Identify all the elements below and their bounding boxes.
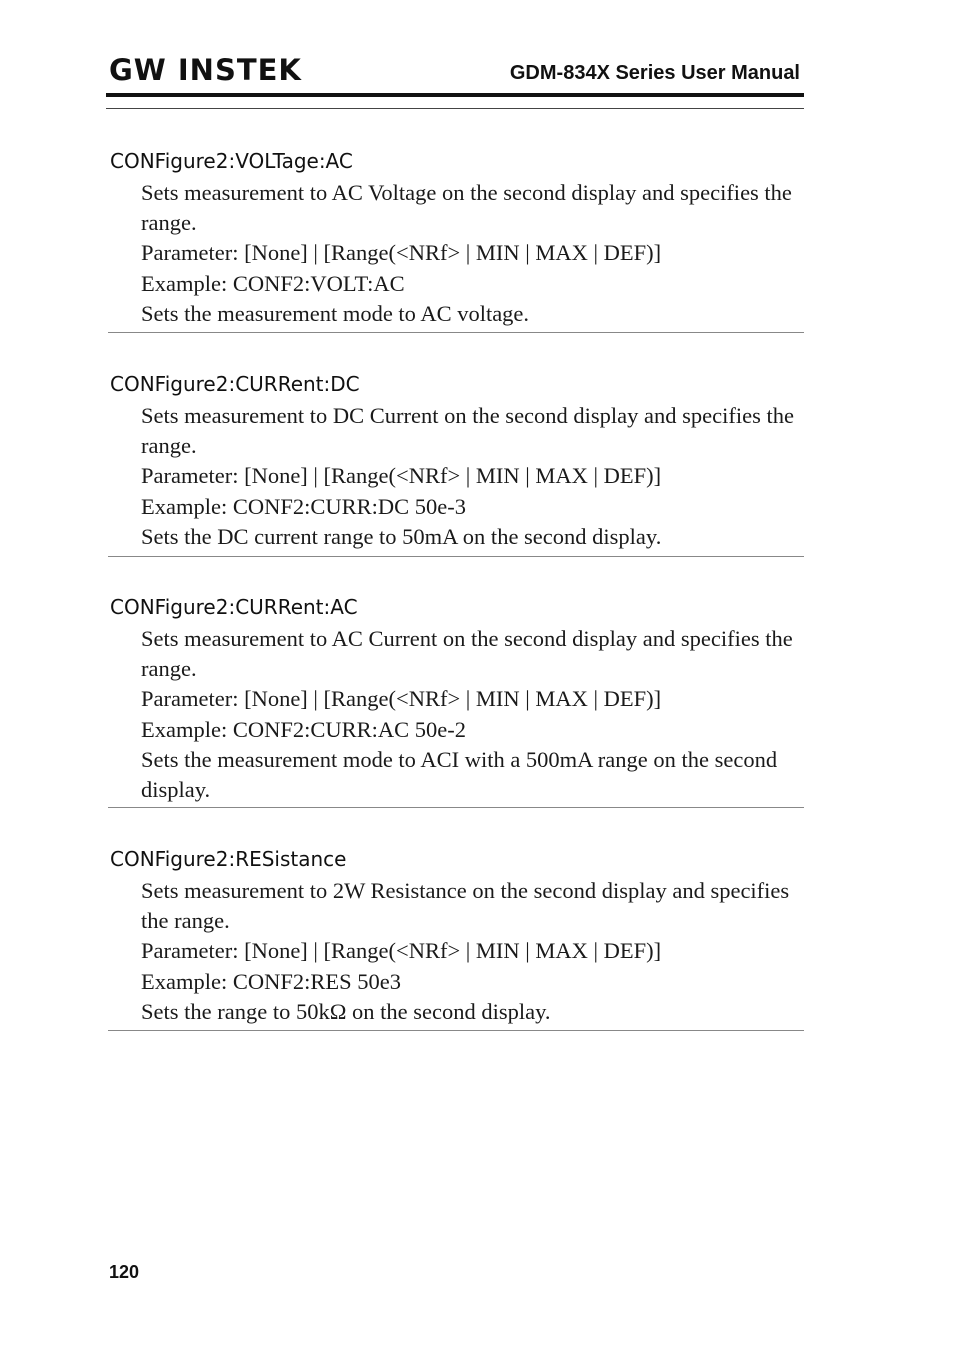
command-section-current-dc [108,371,804,552]
page-number: 120 [109,1262,140,1282]
command-example-note: Sets the DC current range to 50mA on the second display. [141,524,662,549]
command-description: Sets measurement to DC Current on the second display and specifies the range. [141,403,794,458]
section-divider [108,1030,804,1031]
command-section-resistance [108,846,804,1027]
section-divider [108,556,804,557]
command-parameter: Parameter: [None] | [Range(<NRf> | MIN | MAX | DEF)] [141,686,662,711]
command-example: Example: CONF2:CURR:DC 50e-3 [141,493,466,519]
command-heading: CONFigure2:RESistance [110,847,347,871]
command-example: Example: CONF2:VOLT:AC [141,270,405,296]
command-heading: CONFigure2:CURRent:AC [110,595,358,619]
command-parameter: Parameter: [None] | [Range(<NRf> | MIN | MAX | DEF)] [141,463,662,488]
command-description: Sets measurement to AC Current on the second display and specifies the range. [141,626,793,681]
command-description: Sets measurement to AC Voltage on the second display and specifies the range. [141,180,792,235]
section-divider [108,332,804,333]
command-example: Example: CONF2:CURR:AC 50e-2 [141,716,466,742]
command-heading: CONFigure2:CURRent:DC [110,372,360,396]
section-divider [108,807,804,808]
command-example-note: Sets the measurement mode to AC voltage. [141,301,530,326]
command-example-note: Sets the measurement mode to ACI with a 500mA range on the second display. [141,747,778,802]
command-parameter: Parameter: [None] | [Range(<NRf> | MIN | MAX | DEF)] [141,938,662,963]
command-section-voltage-ac [108,148,804,329]
command-example: Example: CONF2:RES 50e3 [141,968,401,994]
header-rule-thin [106,108,804,109]
command-parameter: Parameter: [None] | [Range(<NRf> | MIN | MAX | DEF)] [141,240,662,265]
manual-title: GDM-834X Series User Manual [509,62,800,84]
command-description: Sets measurement to 2W Resistance on the second display and specifies the range. [141,878,790,933]
gw-instek-logo: GW INSTEK [109,53,302,87]
command-heading: CONFigure2:VOLTage:AC [110,149,353,173]
header-rule-thick [106,93,804,97]
command-section-current-ac [108,594,804,804]
command-example-note: Sets the range to 50kΩ on the second display. [141,999,551,1024]
